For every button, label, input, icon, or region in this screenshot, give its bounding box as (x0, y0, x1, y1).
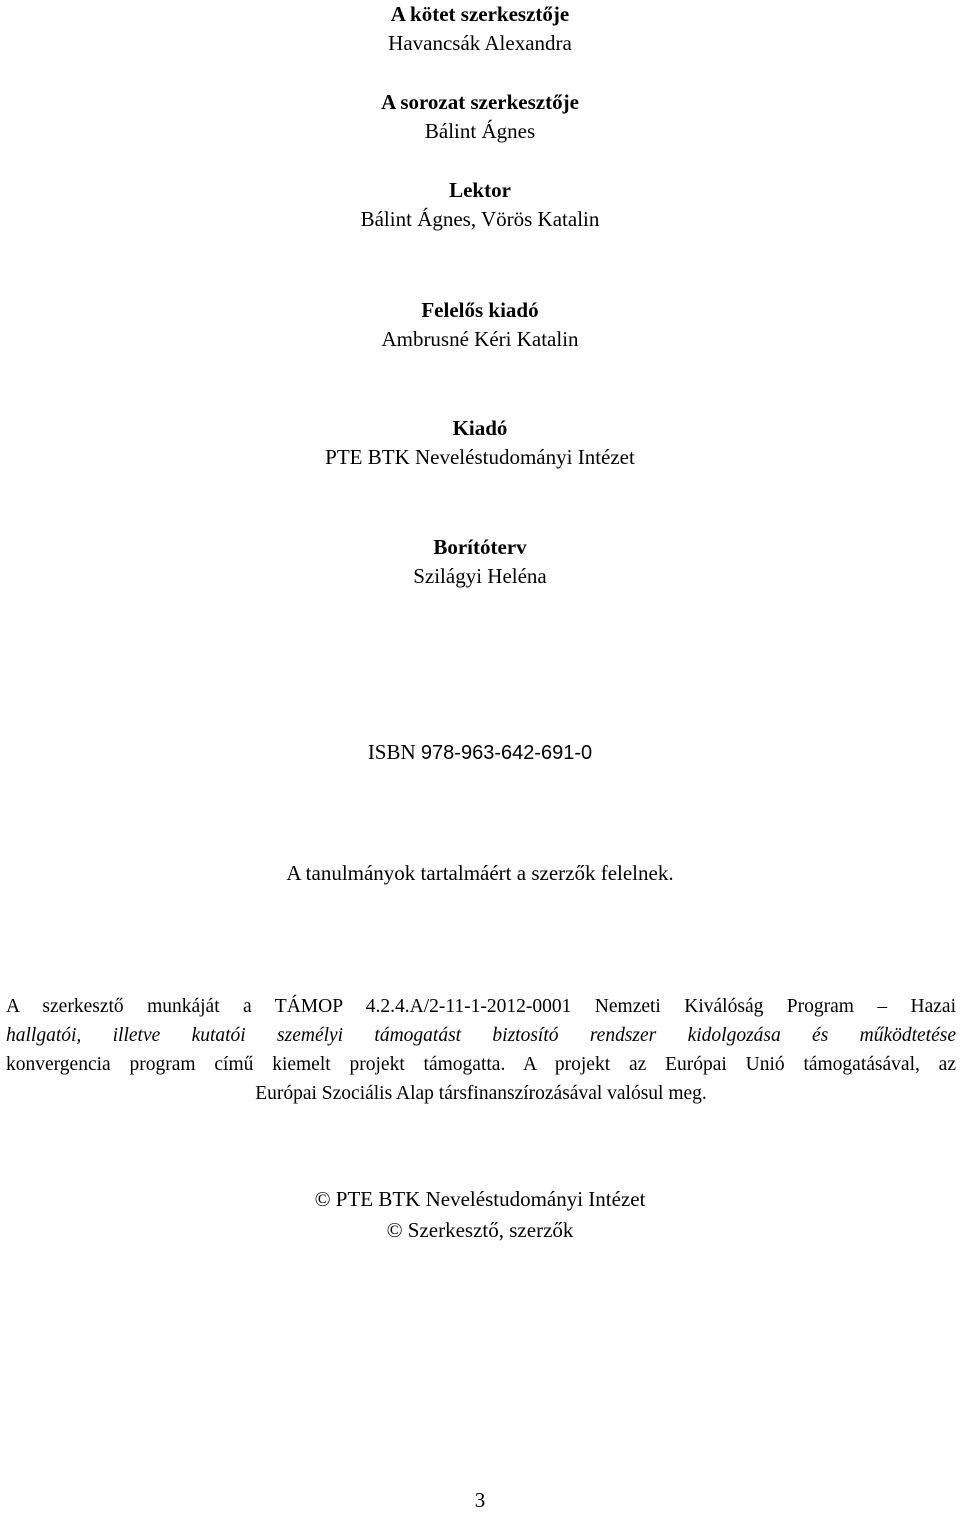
copyright-institute: © PTE BTK Neveléstudományi Intézet (314, 1187, 646, 1211)
copyright-block (0, 1184, 960, 1246)
credit-cover-design (0, 533, 960, 591)
funding-line-1: A szerkesztő munkáját a TÁMOP 4.2.4.A/2-11-1-2012-0001 Nemzeti Kiválóság Program – Hazai (6, 996, 956, 1017)
credit-value: Havancsák Alexandra (388, 31, 572, 55)
funding-line-2: hallgatói, illetve kutatói személyi támogatást biztosító rendszer kidolgozása és működtetése (6, 1025, 956, 1046)
credit-volume-editor (0, 0, 960, 58)
credit-heading: Felelős kiadó (421, 298, 539, 322)
funding-line-3: konvergencia program című kiemelt projekt támogatta. A projekt az Európai Unió támogatásával, az (6, 1054, 956, 1075)
credit-series-editor (0, 88, 960, 146)
credit-heading: Borítóterv (433, 535, 527, 559)
credit-reviewer (0, 176, 960, 234)
credit-responsible-publisher (0, 296, 960, 354)
credit-value: Bálint Ágnes (424, 119, 536, 143)
credit-heading: A sorozat szerkesztője (381, 90, 579, 114)
credit-publisher (0, 414, 960, 472)
funding-statement (6, 992, 956, 1108)
page-number: 3 (474, 1488, 486, 1512)
credit-value: Szilágyi Heléna (413, 564, 547, 588)
credit-heading: A kötet szerkesztője (390, 2, 570, 26)
copyright-authors: © Szerkesztő, szerzők (386, 1218, 574, 1242)
isbn (0, 740, 960, 765)
responsibility-statement: A tanulmányok tartalmáért a szerzők felelnek. (286, 861, 674, 885)
credit-value: PTE BTK Neveléstudományi Intézet (325, 445, 635, 469)
credit-value: Bálint Ágnes, Vörös Katalin (360, 207, 600, 231)
credit-value: Ambrusné Kéri Katalin (381, 327, 579, 351)
credit-heading: Lektor (449, 178, 511, 202)
isbn-number: 978-963-642-691-0 (420, 742, 593, 764)
funding-line-4: Európai Szociális Alap társfinanszírozásával valósul meg. (255, 1083, 707, 1104)
isbn-label: ISBN (367, 740, 416, 764)
credit-heading: Kiadó (452, 416, 508, 440)
